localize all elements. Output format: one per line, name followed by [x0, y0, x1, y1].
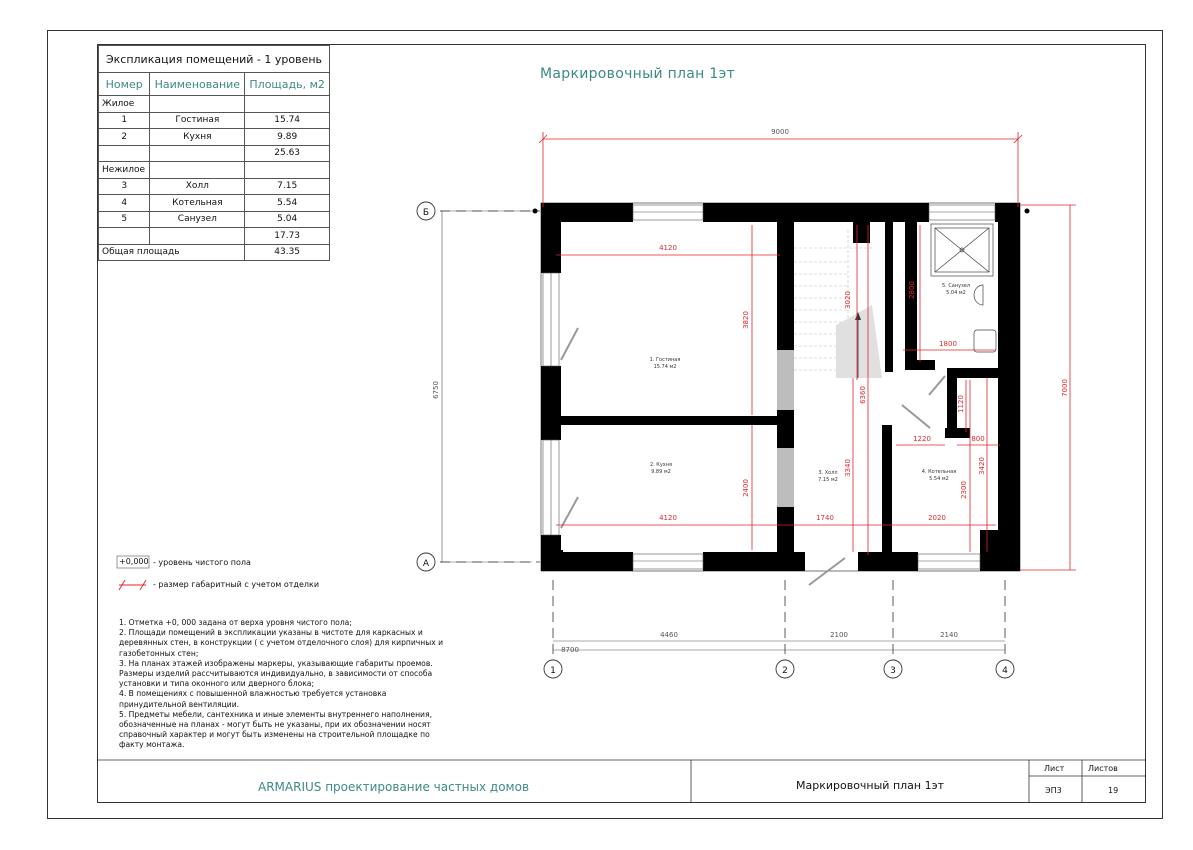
- table-row: 3 Холл 7.15: [99, 178, 330, 195]
- note-item: 3. На планах этажей изображены маркеры, указывающие габариты проемов. Размеры изделий рассчитываются индивидуально, в зависимости от способа установки и типа оконного или дверного блока;: [119, 658, 433, 689]
- dim-axis-total: 8700: [561, 646, 579, 654]
- room-bath-name: 5. Санузел: [941, 283, 971, 289]
- table-row: 1 Гостиная 15.74: [99, 112, 330, 129]
- dim-axis-2-3: 2100: [830, 631, 848, 639]
- axis-number-1: 1: [550, 666, 556, 676]
- table-row: 17.73: [99, 228, 330, 245]
- table-row: Жилое: [99, 96, 330, 113]
- stamp-sheets-label: Листов: [1088, 764, 1118, 773]
- dim-top-total: 9000: [771, 128, 789, 136]
- stamp-sheets-value: 19: [1108, 786, 1119, 795]
- stamp-sheet-name: Маркировочный план 1эт: [796, 779, 945, 792]
- room-hall-name: 3. Холл: [818, 470, 838, 476]
- notes: [119, 618, 449, 751]
- dim-hall-width: 1740: [816, 514, 834, 522]
- table-total-row: Общая площадь 43.35: [99, 244, 330, 261]
- col-number: Номер: [99, 73, 150, 96]
- room-boiler-name: 4. Котельная: [921, 469, 957, 475]
- col-name: Наименование: [150, 73, 245, 96]
- room-kitchen-name: 2. Кухня: [649, 462, 673, 468]
- note-item: 2. Площади помещений в экспликации указаны в чистоте для каркасных и деревянных стен, в конструкции ( с учетом отделочного слоя) для кирпичных и газобетонных стен;: [119, 628, 444, 658]
- axis-number-3: 3: [890, 666, 896, 676]
- col-area: Площадь, м2: [245, 73, 330, 96]
- table-row: 2 Кухня 9.89: [99, 129, 330, 146]
- table-row: Нежилое: [99, 162, 330, 179]
- room-living-area: 15.74 м2: [653, 364, 677, 370]
- room-boiler-area: 5.54 м2: [929, 476, 949, 482]
- dim-stair-top: 3020: [844, 291, 852, 309]
- dim-boiler-full: 3420: [978, 457, 986, 475]
- legend-level-mark: +0,000: [119, 557, 149, 566]
- dim-kitchen-height: 2400: [742, 479, 750, 497]
- dim-stair-full: 6360: [859, 386, 867, 404]
- dim-axis-3-4: 2140: [940, 631, 958, 639]
- note-item: 1. Отметка +0, 000 задана от верха уровня чистого пола;: [119, 618, 352, 627]
- note-item: 5. Предметы мебели, сантехника и иные элементы внутреннего наполнения, обозначенные на планах - могут быть не указаны, при их обозначении носят справочный характер и могут быть изменены на строительной площадке по факту монтажа.: [119, 709, 432, 750]
- plan-title: Маркировочный план 1эт: [540, 66, 736, 82]
- dim-1220: 1220: [913, 435, 931, 443]
- axis-letter-a: А: [422, 559, 430, 569]
- dim-boiler-width: 2020: [928, 514, 946, 522]
- axis-number-2: 2: [782, 666, 788, 676]
- room-bath-area: 5.04 м2: [946, 290, 966, 296]
- room-kitchen-area: 9.89 м2: [651, 469, 671, 475]
- table-row: 5 Санузел 5.04: [99, 211, 330, 228]
- dim-living-width: 4120: [659, 244, 677, 252]
- stamp-sheet-value: ЭП3: [1045, 786, 1062, 795]
- legend-level-text: - уровень чистого пола: [153, 558, 251, 567]
- dim-800: 800: [971, 435, 985, 443]
- stamp-sheet-label: Лист: [1044, 764, 1065, 773]
- dim-axis-1-2: 4460: [660, 631, 678, 639]
- dim-living-height: 3820: [742, 311, 750, 329]
- dim-right-total: 7000: [1061, 379, 1069, 397]
- room-living-name: 1. Гостиная: [649, 357, 681, 363]
- dim-bath-height: 2800: [908, 281, 916, 299]
- dim-left-axis: 6750: [432, 381, 440, 399]
- room-hall-area: 7.15 м2: [818, 477, 838, 483]
- axis-number-4: 4: [1002, 666, 1008, 676]
- dim-door-1120: 1120: [957, 395, 965, 413]
- company-name: ARMARIUS проектирование частных домов: [258, 780, 530, 794]
- legend-dim-text: - размер габаритный с учетом отделки: [153, 580, 320, 589]
- note-item: 4. В помещениях с повышенной влажностью требуется установка принудительной вентиляции.: [119, 689, 387, 709]
- table-row: 4 Котельная 5.54: [99, 195, 330, 212]
- table-title: Экспликация помещений - 1 уровень: [99, 46, 330, 73]
- dim-boiler-height: 2300: [960, 481, 968, 499]
- dim-kitchen-width: 4120: [659, 514, 677, 522]
- axis-letter-b: Б: [422, 208, 430, 218]
- dim-bath-width: 1800: [939, 340, 957, 348]
- table-row: 25.63: [99, 145, 330, 162]
- dim-hall-height: 3340: [844, 459, 852, 477]
